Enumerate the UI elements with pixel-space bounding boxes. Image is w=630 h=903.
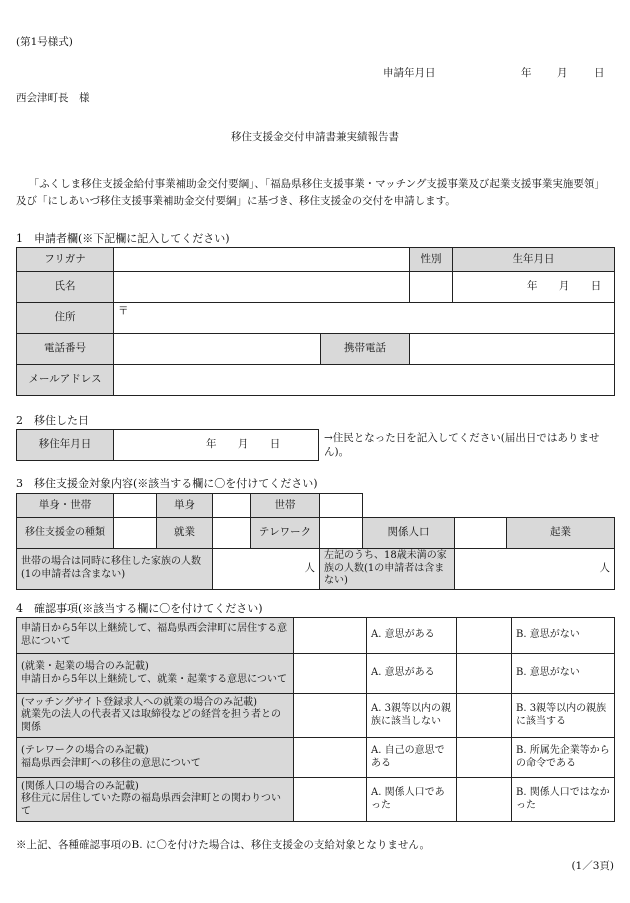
household-label: 単身・世帯 [17, 494, 114, 518]
confirmation-question: (関係人口の場合のみ記載) 移住元に居住していた際の福島県西会津町との関わりついて [17, 778, 294, 822]
choice-a-mark[interactable] [294, 694, 367, 738]
birthdate-label: 生年月日 [453, 248, 615, 272]
telework-label: テレワーク [251, 518, 320, 549]
section4-heading: 4 確認事項(※該当する欄に〇を付けてください) [16, 602, 263, 615]
choice-a-label: A. 意思がある [367, 654, 457, 694]
under18-count-field[interactable] [455, 549, 615, 590]
confirmation-question: (就業・起業の場合のみ記載) 申請日から5年以上継続して、就業・起業する意思について [17, 654, 294, 694]
section3-heading: 3 移住支援金対象内容(※該当する欄に〇を付けてください) [16, 477, 318, 490]
mobile-label: 携帯電話 [321, 334, 410, 365]
under18-count-label: 左記のうち、18歳未満の家族の人数(1の申請者は含まない) [320, 549, 455, 590]
intro-paragraph: 「ふくしま移住支援金給付事業補助金交付要綱」、「福島県移住支援事業・マッチング支援事業及び起業支援事業実施要領」及び「にしあいづ移住支援事業補助金交付要綱」に基づき、移住支援金の交付を申請します。 [16, 178, 605, 207]
choice-b-mark[interactable] [457, 694, 512, 738]
family-count-unit: 人 [304, 561, 315, 574]
section1-heading: 1 申請者欄(※下記欄に記入してください) [16, 232, 230, 245]
choice-a-label: A. 自己の意思である [367, 738, 457, 778]
move-year: 年 [206, 438, 217, 451]
related-field[interactable] [455, 518, 507, 549]
family-label: 世帯 [251, 494, 320, 518]
move-date-note: →住民となった日を記入してください(届出日ではありません)。 [324, 432, 600, 459]
confirmation-question: (テレワークの場合のみ記載) 福島県西会津町への移住の意思について [17, 738, 294, 778]
choice-b-mark[interactable] [457, 778, 512, 822]
page-number: (1／3頁) [571, 860, 614, 872]
choice-a-label: A. 意思がある [367, 618, 457, 654]
type-blank [114, 518, 157, 549]
confirmation-row [17, 654, 615, 694]
mobile-field[interactable] [410, 334, 615, 365]
confirmation-row [17, 738, 615, 778]
confirmation-table [16, 617, 615, 822]
application-date-label: 申請年月日 [383, 67, 436, 79]
confirmation-footnote: ※上記、各種確認事項のB. に〇を付けた場合は、移住支援金の支給対象となりません。 [16, 839, 431, 851]
name-field[interactable] [114, 272, 410, 303]
choice-b-mark[interactable] [457, 618, 512, 654]
furigana-label: フリガナ [17, 248, 114, 272]
application-date-year: 年 [521, 67, 532, 79]
confirmation-question: 申請日から5年以上継続して、福島県西会津町に居住する意思について [17, 618, 294, 654]
choice-b-mark[interactable] [457, 654, 512, 694]
move-day: 日 [269, 438, 281, 451]
household-spacer [363, 494, 615, 518]
single-field[interactable] [213, 494, 251, 518]
postal-mark: 〒 [118, 305, 129, 317]
choice-b-label: B. 所属先企業等からの命令である [512, 738, 615, 778]
application-date-month: 月 [557, 67, 568, 79]
choice-a-mark[interactable] [294, 778, 367, 822]
name-label: 氏名 [17, 272, 114, 303]
section2-heading: 2 移住した日 [16, 414, 89, 427]
gender-label: 性別 [410, 248, 453, 272]
move-month: 月 [237, 438, 249, 451]
email-field[interactable] [114, 365, 615, 396]
form-label: (第1号様式) [16, 36, 73, 48]
birthdate-field[interactable] [453, 272, 615, 303]
related-label: 関係人口 [363, 518, 455, 549]
gender-field[interactable] [410, 272, 453, 303]
support-type-label: 移住支援金の種類 [17, 518, 114, 549]
confirmation-row [17, 778, 615, 822]
startup-label: 起業 [507, 518, 615, 549]
confirmation-row [17, 618, 615, 654]
phone-label: 電話番号 [17, 334, 114, 365]
choice-a-label: A. 3親等以内の親族に該当しない [367, 694, 457, 738]
application-date-day: 日 [594, 67, 605, 79]
telework-field[interactable] [320, 518, 363, 549]
choice-b-label: B. 3親等以内の親族に該当する [512, 694, 615, 738]
family-field[interactable] [320, 494, 363, 518]
employment-label: 就業 [157, 518, 213, 549]
address-field[interactable] [114, 303, 615, 334]
family-count-label: 世帯の場合は同時に移住した家族の人数(1の申請者は含まない) [17, 549, 213, 590]
single-label: 単身 [157, 494, 213, 518]
choice-b-mark[interactable] [457, 738, 512, 778]
applicant-table [16, 247, 615, 396]
choice-a-mark[interactable] [294, 618, 367, 654]
birth-year: 年 [527, 280, 538, 293]
choice-b-label: B. 意思がない [512, 654, 615, 694]
support-type-table [16, 493, 615, 590]
furigana-field[interactable] [114, 248, 410, 272]
employment-field[interactable] [213, 518, 251, 549]
confirmation-question: (マッチングサイト登録求人への就業の場合のみ記載) 就業先の法人の代表者又は取締役などの経営を担う者との関係 [17, 694, 294, 738]
choice-a-mark[interactable] [294, 654, 367, 694]
household-blank [114, 494, 157, 518]
choice-b-label: B. 関係人口ではなかった [512, 778, 615, 822]
move-date-table [16, 429, 319, 461]
phone-field[interactable] [114, 334, 321, 365]
move-date-field[interactable] [114, 430, 319, 461]
confirmation-row [17, 694, 615, 738]
move-date-label: 移住年月日 [17, 430, 114, 461]
birth-day: 日 [590, 280, 602, 293]
email-label: メールアドレス [17, 365, 114, 396]
birth-month: 月 [558, 280, 570, 293]
address-label: 住所 [17, 303, 114, 334]
choice-a-mark[interactable] [294, 738, 367, 778]
document-title: 移住支援金交付申請書兼実績報告書 [231, 131, 399, 143]
choice-b-label: B. 意思がない [512, 618, 615, 654]
addressee: 西会津町長 様 [16, 92, 90, 104]
under18-count-unit: 人 [599, 561, 611, 574]
family-count-field[interactable] [213, 549, 320, 590]
choice-a-label: A. 関係人口であった [367, 778, 457, 822]
